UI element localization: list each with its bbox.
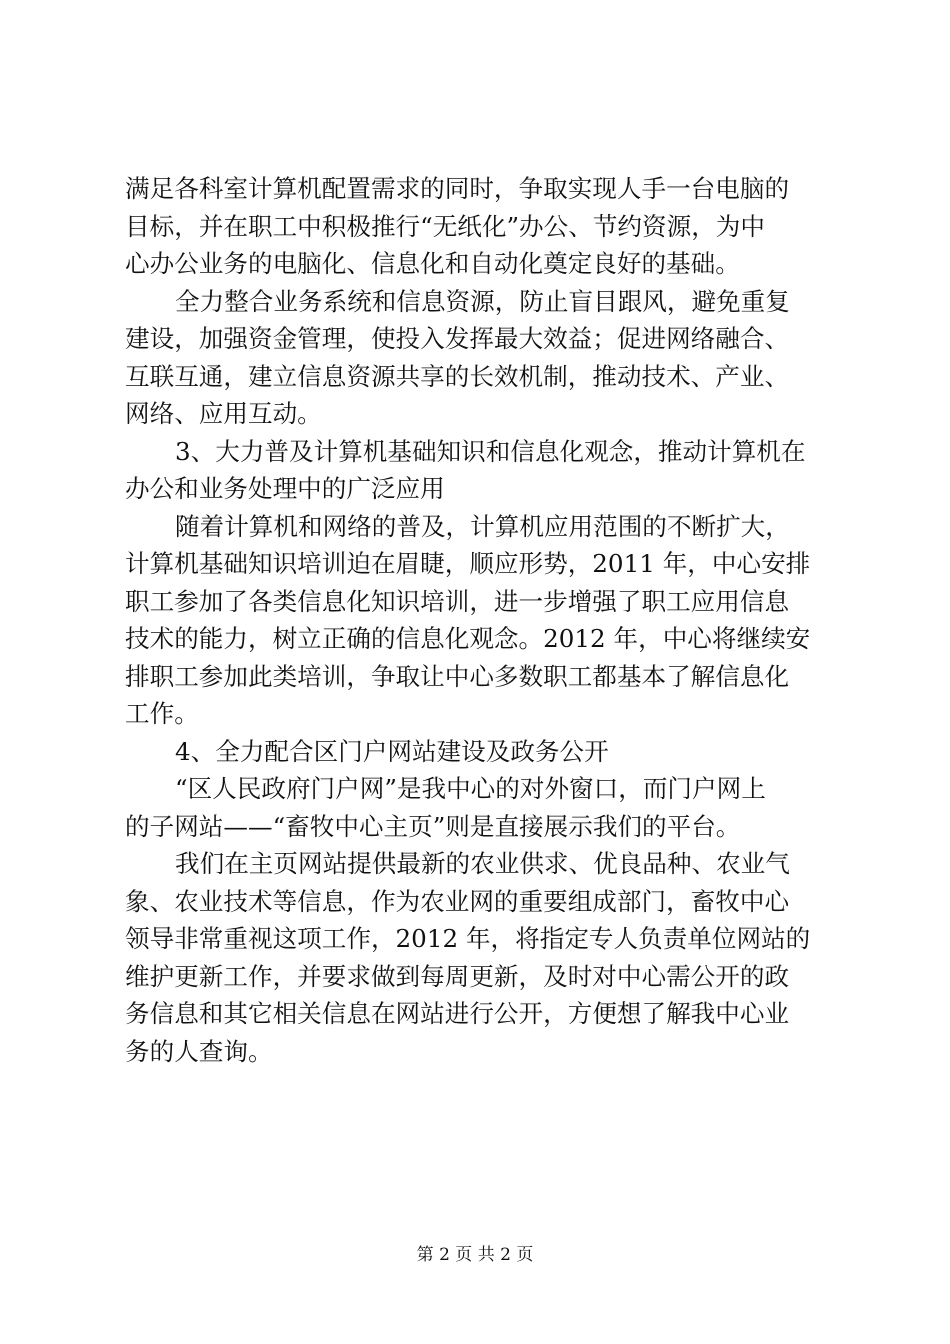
text-line: 领导非常重视这项工作，2012 年，将指定专人负责单位网站的 bbox=[125, 924, 811, 953]
text-line: 全力整合业务系统和信息资源，防止盲目跟风，避免重复 bbox=[175, 286, 790, 316]
text-line: 满足各科室计算机配置需求的同时，争取实现人手一台电脑的 bbox=[125, 174, 790, 203]
text-line: 我们在主页网站提供最新的农业供求、优良品种、农业气 bbox=[175, 849, 790, 878]
text-line: 办公和业务处理中的广泛应用 bbox=[125, 474, 445, 503]
text-line: 目标，并在职工中积极推行“无纸化”办公、节约资源，为中 bbox=[125, 211, 765, 241]
text-line: 心办公业务的电脑化、信息化和自动化奠定良好的基础。 bbox=[125, 249, 740, 278]
text-line: 职工参加了各类信息化知识培训，进一步增强了职工应用信息 bbox=[125, 586, 790, 616]
text-line: 3、大力普及计算机基础知识和信息化观念，推动计算机在 bbox=[175, 436, 806, 466]
text-line: 随着计算机和网络的普及，计算机应用范围的不断扩大， bbox=[175, 511, 790, 541]
text-line: 4、全力配合区门户网站建设及政务公开 bbox=[175, 736, 609, 766]
text-line: “区人民政府门户网”是我中心的对外窗口，而门户网上 bbox=[175, 774, 766, 803]
text-line: 象、农业技术等信息，作为农业网的重要组成部门，畜牧中心 bbox=[125, 886, 790, 916]
text-line: 技术的能力，树立正确的信息化观念。2012 年，中心将继续安 bbox=[125, 624, 811, 653]
page-footer: 第 2 页 共 2 页 bbox=[416, 1245, 534, 1265]
text-line: 网络、应用互动。 bbox=[125, 399, 322, 428]
text-line: 建设，加强资金管理，使投入发挥最大效益；促进网络融合、 bbox=[125, 324, 790, 353]
text-line: 排职工参加此类培训，争取让中心多数职工都基本了解信息化 bbox=[125, 661, 790, 691]
text-line: 的子网站——“畜牧中心主页”则是直接展示我们的平台。 bbox=[125, 811, 741, 841]
text-line: 工作。 bbox=[125, 699, 199, 728]
text-line: 务信息和其它相关信息在网站进行公开，方便想了解我中心业 bbox=[125, 999, 790, 1028]
text-line: 计算机基础知识培训迫在眉睫，顺应形势，2011 年，中心安排 bbox=[125, 549, 811, 578]
text-line: 务的人查询。 bbox=[125, 1036, 273, 1066]
text-line: 维护更新工作，并要求做到每周更新，及时对中心需公开的政 bbox=[125, 961, 790, 991]
text-line: 互联互通，建立信息资源共享的长效机制，推动技术、产业、 bbox=[125, 361, 790, 391]
document-body bbox=[125, 170, 835, 1070]
